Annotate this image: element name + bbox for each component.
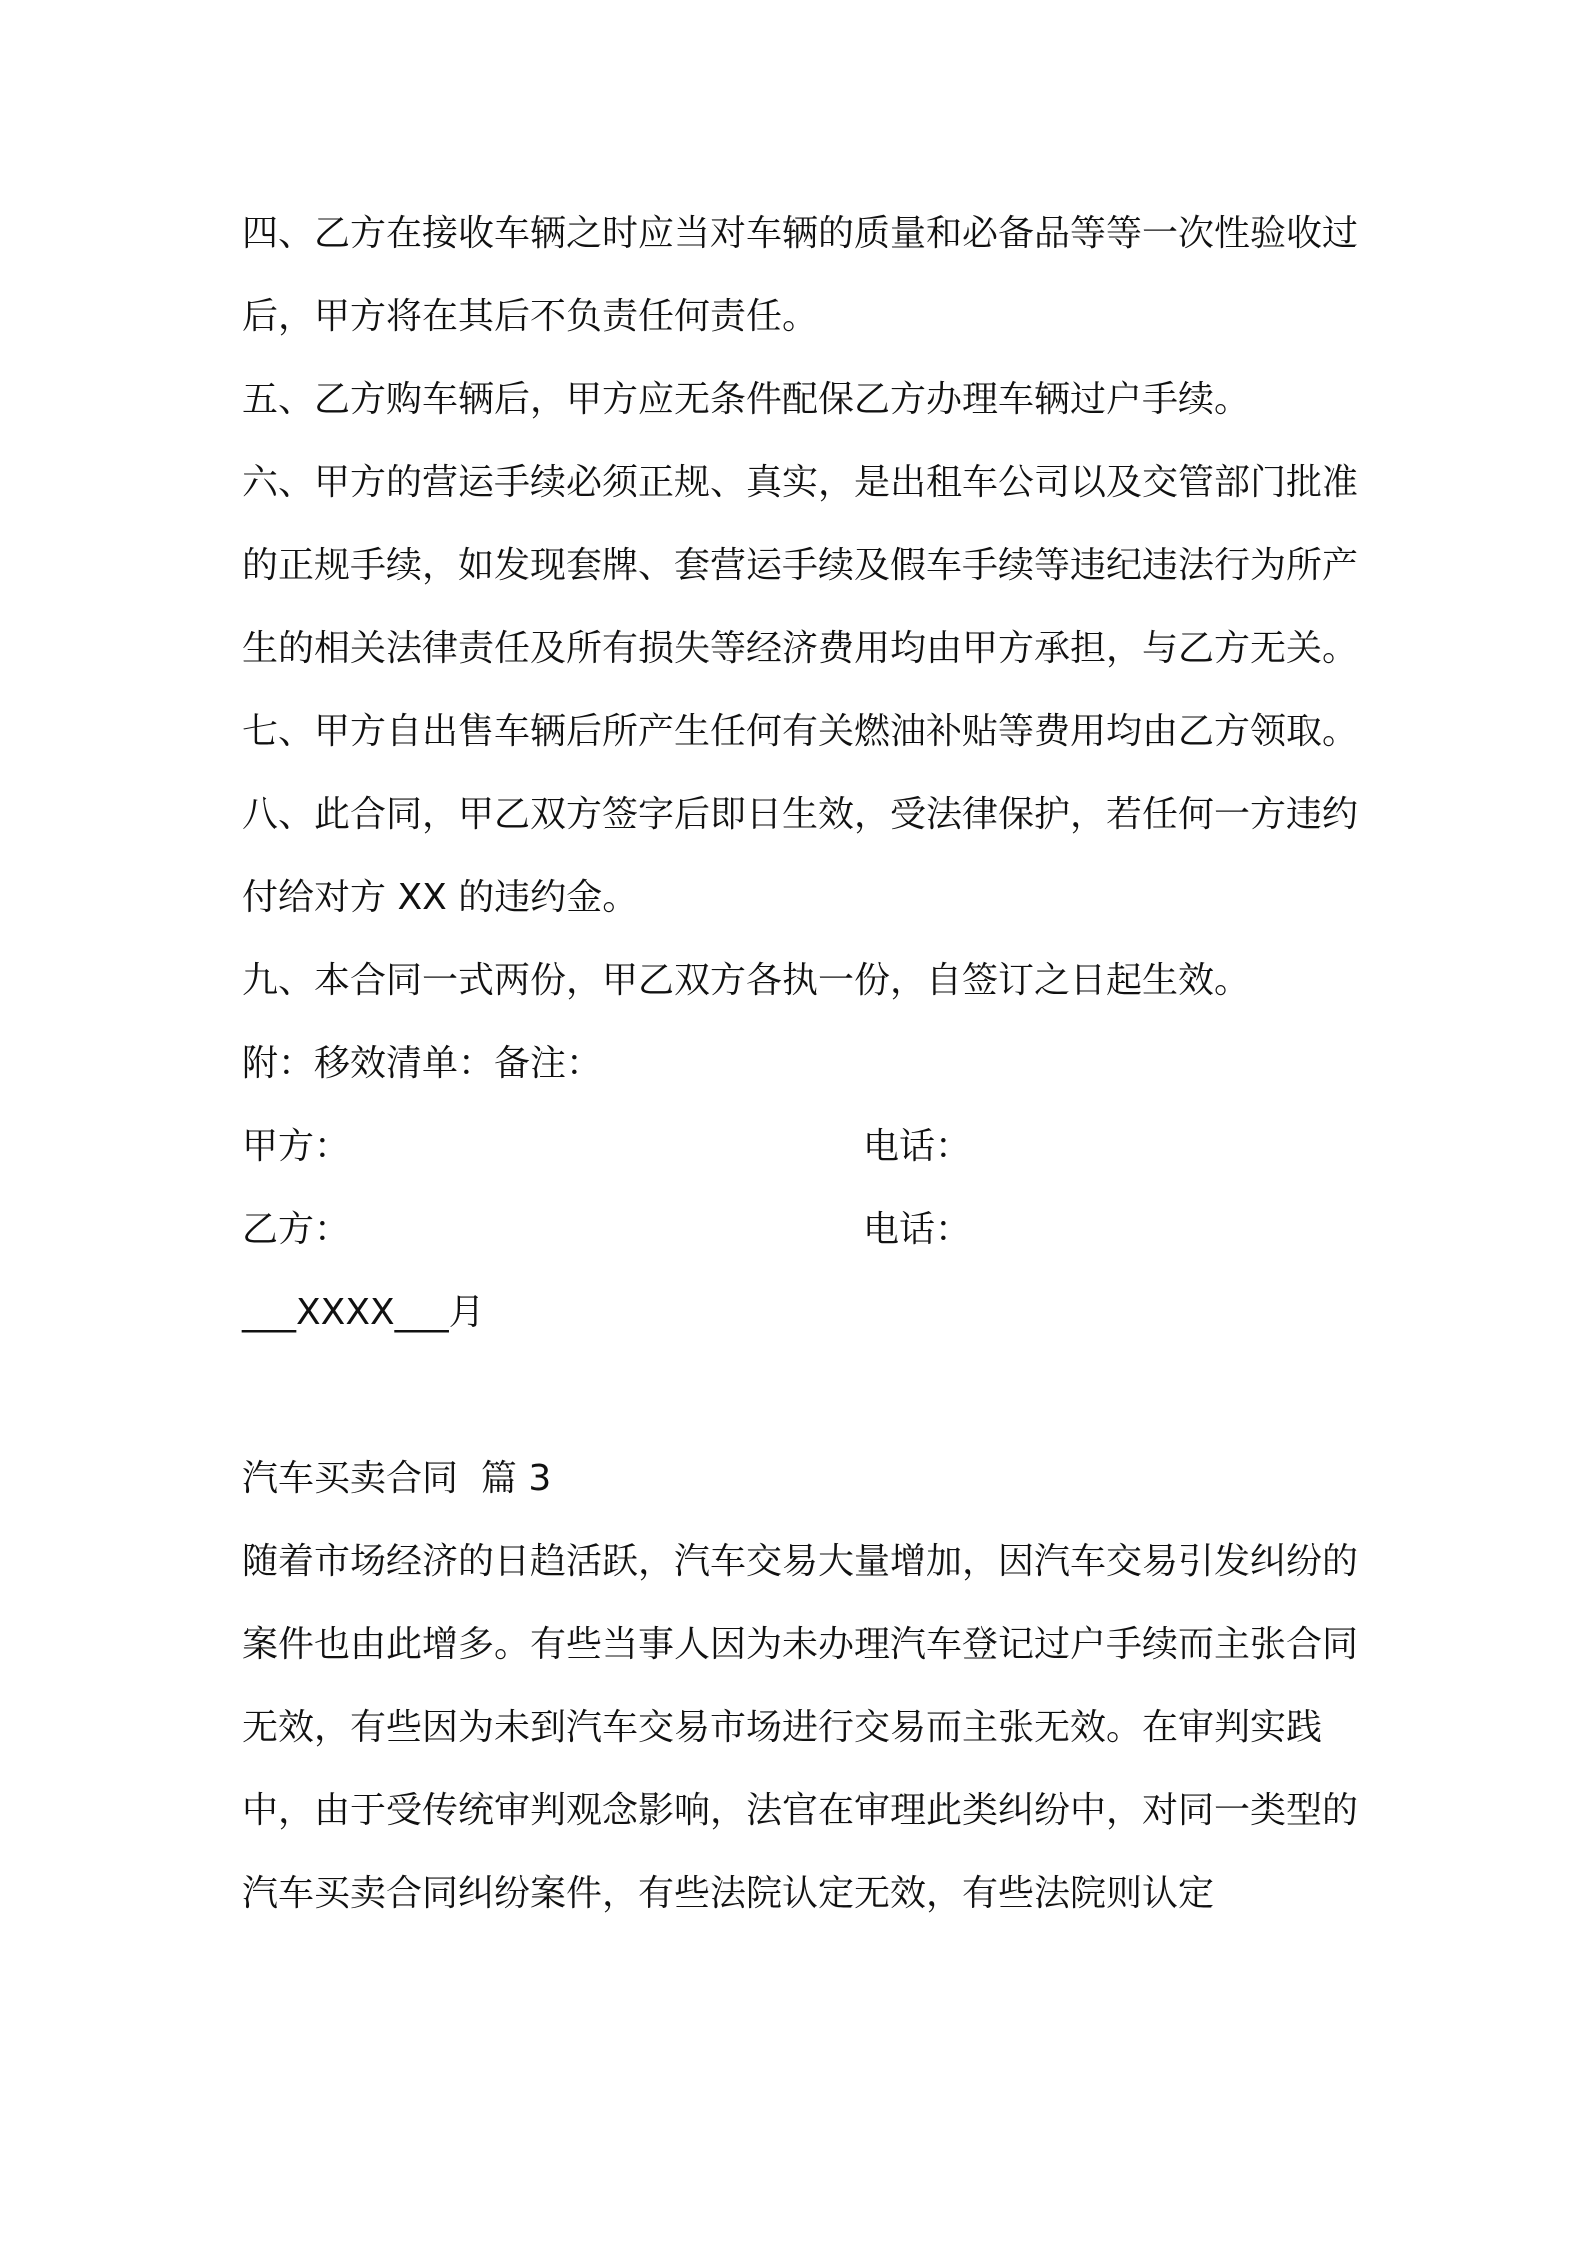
clause-6: 六、甲方的营运手续必须正规、真实，是出租车公司以及交管部门批准的正规手续，如发现套牌、套营运手续及假车手续等违纪违法行为所产生的相关法律责任及所有损失等经济费用均由甲方承担，与乙方无关。 <box>242 462 1359 669</box>
party-b-label: 乙方： <box>242 1209 351 1250</box>
clause-9: 九、本合同一式两份，甲乙双方各执一份，自签订之日起生效。 <box>242 960 1251 1001</box>
party-b-phone-label: 电话： <box>863 1209 972 1250</box>
party-a-phone-label: 电话： <box>863 1126 972 1167</box>
document-content <box>242 192 1372 1935</box>
clause-5: 五、乙方购车辆后，甲方应无条件配保乙方办理车辆过户手续。 <box>242 379 1251 420</box>
party-a-label: 甲方： <box>242 1126 351 1167</box>
signature-row-party-b <box>242 1188 1372 1271</box>
clause-7: 七、甲方自出售车辆后所产生任何有关燃油补贴等费用均由乙方领取。 <box>242 711 1359 752</box>
section-spacer <box>242 1354 1372 1437</box>
section-body: 随着市场经济的日趋活跃，汽车交易大量增加，因汽车交易引发纠纷的案件也由此增多。有些当事人因为未办理汽车登记过户手续而主张合同无效，有些因为未到汽车交易市场进行交易而主张无效。在审判实践中，由于受传统审判观念影响，法官在审理此类纠纷中，对同一类型的汽车买卖合同纠纷案件，有些法院认定无效，有些法院则认定 <box>242 1541 1359 1914</box>
clause-8: 八、此合同，甲乙双方签字后即日生效，受法律保护，若任何一方违约付给对方 XX 的违约金。 <box>242 794 1359 918</box>
date-line: ___XXXX___月 <box>242 1292 485 1333</box>
section-title: 汽车买卖合同 篇 3 <box>242 1458 552 1499</box>
attachment-note: 附：移效清单：备注： <box>242 1043 603 1084</box>
clause-4: 四、乙方在接收车辆之时应当对车辆的质量和必备品等等一次性验收过后，甲方将在其后不负责任何责任。 <box>242 213 1359 337</box>
signature-row-party-a <box>242 1105 1372 1188</box>
